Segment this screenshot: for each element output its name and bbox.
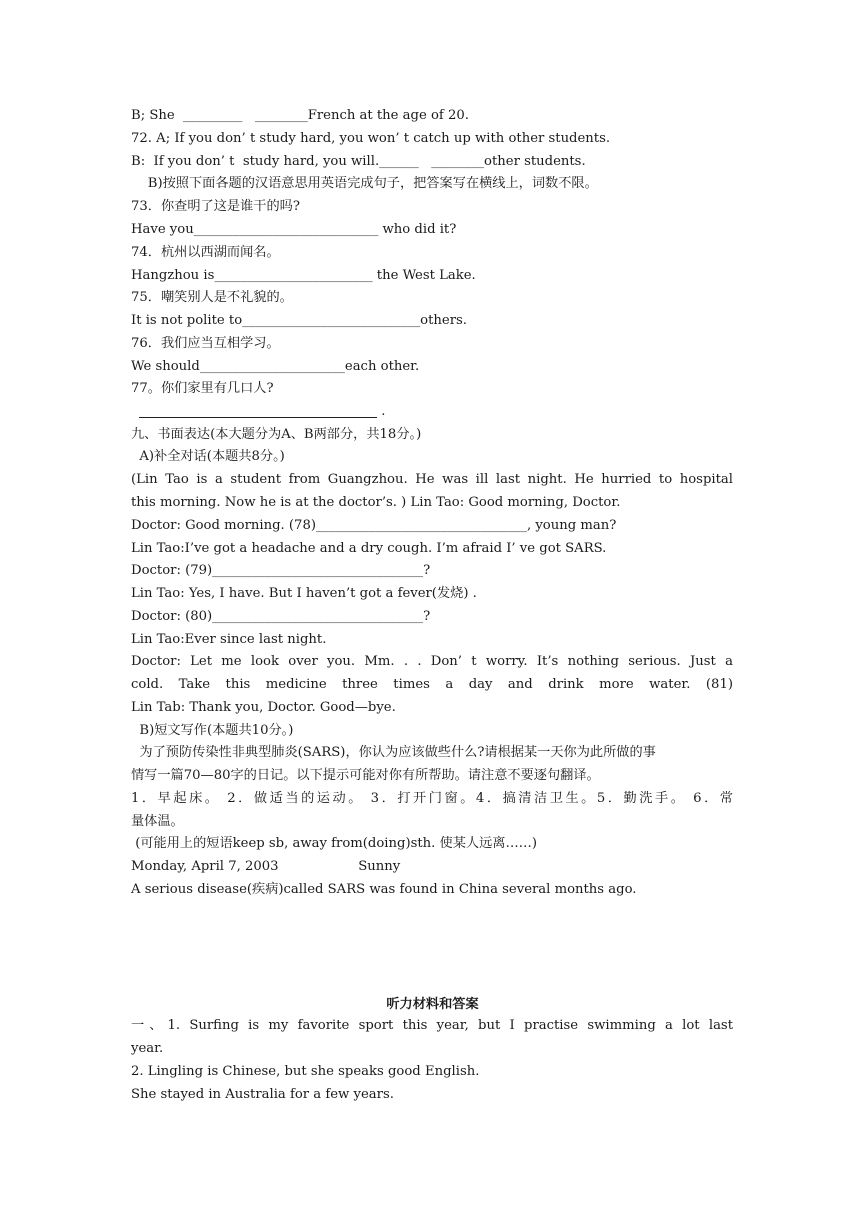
writing-hints: 1．早起床。 2．做适当的运动。 3．打开门窗。4．搞清洁卫生。5．勤洗手。 6．常 [131, 791, 733, 806]
question-73: 73．你查明了这是谁干的吗? [131, 199, 300, 214]
listening-item: year. [131, 1041, 164, 1056]
writing-prompt: 情写一篇70—80字的日记。以下提示可能对你有所帮助。请注意不要逐句翻译。 [131, 768, 600, 783]
section-instruction: B)按照下面各题的汉语意思用英语完成句子，把答案写在横线上，词数不限。 [131, 176, 598, 191]
writing-prompt: 为了预防传染性非典型肺炎(SARS)，你认为应该做些什么?请根据某一天你为此所做的事 [131, 745, 656, 760]
dialogue-line: Doctor: (80)________________________________? [131, 609, 431, 624]
writing-hints: 量体温。 [131, 814, 184, 829]
dialogue-line: cold. Take this medicine three times a day and drink more water. (81) [131, 677, 733, 692]
answer-line: It is not polite to___________________________others. [131, 313, 467, 328]
text-line: this morning. Now he is at the doctor’s. ) Lin Tao: Good morning, Doctor. [131, 495, 621, 510]
section-heading: 九、书面表达(本大题分为A、B两部分，共18分。) [131, 427, 422, 442]
listening-item: She stayed in Australia for a few years. [131, 1087, 394, 1102]
answer-line: Hangzhou is________________________ the West Lake. [131, 268, 476, 283]
subsection-heading: A)补全对话(本题共8分。) [131, 449, 285, 464]
listening-item: 2. Lingling is Chinese, but she speaks good English. [131, 1064, 480, 1079]
dialogue-line: Doctor: (79)________________________________? [131, 563, 431, 578]
answer-line: We should______________________each other. [131, 359, 420, 374]
dialogue-line: Lin Tab: Thank you, Doctor. Good—bye. [131, 700, 396, 715]
dialogue-line: Lin Tao: Yes, I have. But I haven’t got a fever(发烧) . [131, 586, 477, 601]
listening-item: 一、1. Surfing is my favorite sport this year, but I practise swimming a lot last [131, 1018, 733, 1033]
question-76: 76．我们应当互相学习。 [131, 336, 280, 351]
answer-line: Have you____________________________ who did it? [131, 222, 457, 237]
listening-heading: 听力材料和答案 [386, 997, 479, 1012]
dialogue-line: Doctor: Good morning. (78)________________________________, young man? [131, 518, 617, 533]
text-line: B; She _________ ________French at the age of 20. [131, 108, 469, 123]
diary-date: Monday, April 7, 2003 Sunny [131, 859, 401, 874]
dialogue-intro: (Lin Tao is a student from Guangzhou. He was ill last night. He hurried to hospital [131, 472, 733, 487]
diary-opening: A serious disease(疾病)called SARS was found in China several months ago. [131, 882, 637, 897]
dialogue-line: Lin Tao:I’ve got a headache and a dry cough. I’m afraid I’ ve got SARS. [131, 541, 607, 556]
answer-line-end: . [377, 404, 386, 419]
question-74: 74．杭州以西湖而闻名。 [131, 245, 280, 260]
answer-underline [139, 417, 377, 418]
question-75: 75．嘲笑别人是不礼貌的。 [131, 290, 293, 305]
dialogue-line: Doctor: Let me look over you. Mm. . . Don’ t worry. It’s nothing serious. Just a [131, 654, 733, 669]
text-line: B: If you don’ t study hard, you will.______ ________other students. [131, 154, 586, 169]
question-77: 77。你们家里有几口人? [131, 381, 274, 396]
dialogue-line: Lin Tao:Ever since last night. [131, 632, 327, 647]
subsection-heading: B)短文写作(本题共10分。) [131, 723, 294, 738]
question-72: 72. A; If you don’ t study hard, you won’ t catch up with other students. [131, 131, 611, 146]
phrase-hint: (可能用上的短语keep sb, away from(doing)sth. 使某人远离……) [131, 836, 537, 851]
